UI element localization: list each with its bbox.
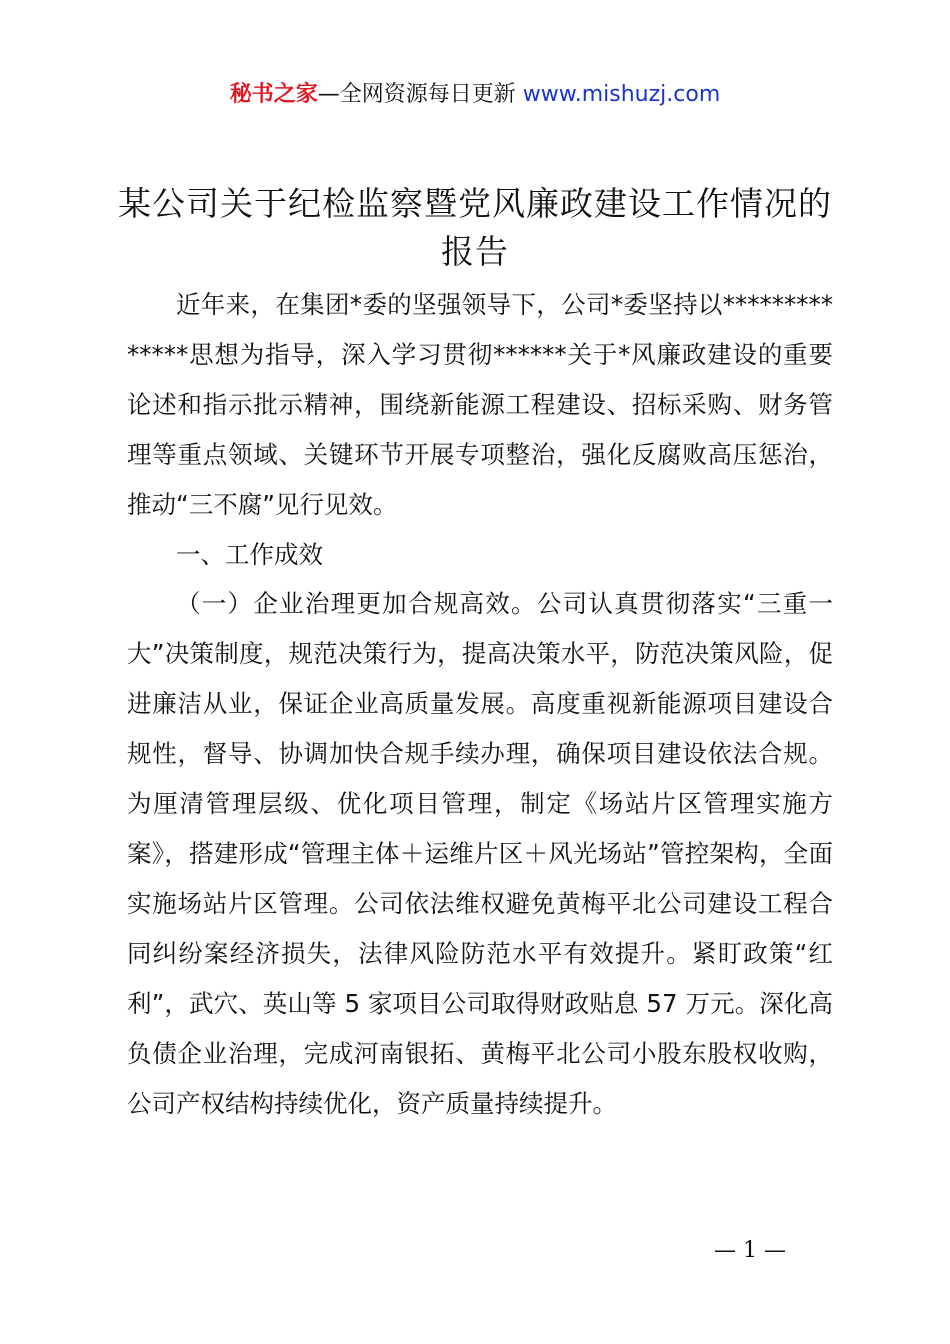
document-title: 某公司关于纪检监察暨党风廉政建设工作情况的报告 — [118, 184, 832, 271]
intro-paragraph: 近年来，在集团*委的坚强领导下，公司*委坚持以**************思想为指导，深入学习贯彻******关于*风廉政建设的重要论述和指示批示精神，围绕新能源工程建设、招标采购、财务管理等重点领域、关键环节开展专项整治，强化反腐败高压惩治，推动“三不腐”见行见效。 — [127, 290, 833, 519]
body-paragraph: （一）企业治理更加合规高效。公司认真贯彻落实“三重一大”决策制度，规范决策行为，提高决策水平，防范决策风险，促进廉洁从业，保证企业高质量发展。高度重视新能源项目建设合规性，督导、协调加快合规手续办理，确保项目建设依法合规。为厘清管理层级、优化项目管理，制定《场站片区管理实施方案》，搭建形成“管理主体＋运维片区＋风光场站”管控架构，全面实施场站片区管理。公司依法维权避免黄梅平北公司建设工程合同纠纷案经济损失，法律风险防范水平有效提升。紧盯政策“红利”，武穴、英山等 5 家项目公司取得财政贴息 57 万元。深化高负债企业治理，完成河南银拓、黄梅平北公司小股东股权收购，公司产权结构持续优化，资产质量持续提升。 — [127, 589, 833, 1118]
site-name: 秘书之家 — [229, 82, 318, 107]
site-url-link[interactable]: www.mishuzj.com — [522, 82, 721, 107]
section-heading: 一、工作成效 — [176, 539, 323, 569]
site-tagline: —全网资源每日更新 — [317, 82, 516, 107]
page-number: — 1 — — [714, 1238, 786, 1263]
document-body — [127, 280, 833, 1128]
site-header — [0, 78, 950, 112]
